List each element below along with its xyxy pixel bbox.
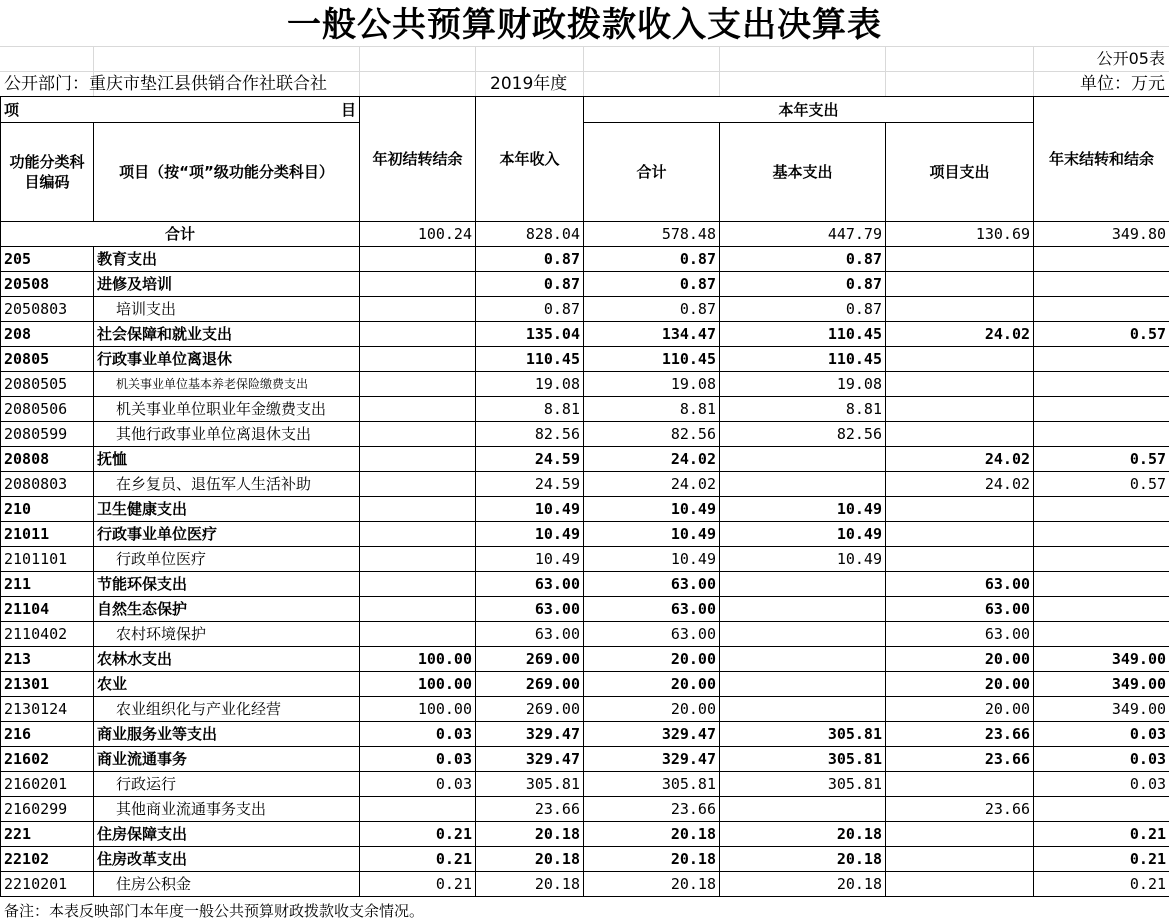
row-code: 20805 [1,347,94,372]
total-header: 合计 [584,123,720,222]
row-name: 自然生态保护 [94,597,360,622]
row-code: 2110402 [1,622,94,647]
row-project [886,397,1034,422]
row-name: 住房保障支出 [94,822,360,847]
row-total: 24.02 [584,447,720,472]
row-code: 2080599 [1,422,94,447]
row-total: 20.00 [584,672,720,697]
row-begin: 100.00 [360,672,476,697]
row-begin [360,422,476,447]
row-basic: 0.87 [720,272,886,297]
row-end [1034,572,1169,597]
row-basic [720,622,886,647]
row-name: 培训支出 [94,297,360,322]
row-code: 2080505 [1,372,94,397]
row-income: 10.49 [476,497,584,522]
row-total: 0.87 [584,297,720,322]
row-basic [720,447,886,472]
row-basic: 305.81 [720,722,886,747]
row-income: 269.00 [476,647,584,672]
row-code: 2080803 [1,472,94,497]
row-name: 商业服务业等支出 [94,722,360,747]
row-project [886,297,1034,322]
row-income: 269.00 [476,672,584,697]
row-name: 节能环保支出 [94,572,360,597]
row-name: 社会保障和就业支出 [94,322,360,347]
year-label: 2019年度 [490,74,568,94]
row-begin: 0.21 [360,822,476,847]
row-name: 农业组织化与产业化经营 [94,697,360,722]
row-basic: 305.81 [720,772,886,797]
row-end [1034,497,1169,522]
row-income: 63.00 [476,572,584,597]
total-end: 349.80 [1034,222,1169,247]
table-row [1,622,1169,647]
row-income: 19.08 [476,372,584,397]
begin-balance-header: 年初结转结余 [360,97,476,222]
row-end [1034,797,1169,822]
row-begin [360,497,476,522]
item-name-header: 项目（按“项”级功能分类科目） [94,123,360,222]
row-basic: 0.87 [720,247,886,272]
row-code: 2080506 [1,397,94,422]
row-income: 24.59 [476,447,584,472]
row-begin: 0.21 [360,872,476,897]
table-row [1,322,1169,347]
row-basic: 0.87 [720,297,886,322]
row-code: 205 [1,247,94,272]
row-code: 20808 [1,447,94,472]
row-total: 20.00 [584,697,720,722]
row-total: 305.81 [584,772,720,797]
row-income: 20.18 [476,872,584,897]
unit-label: 单位：万元 [1080,74,1165,94]
row-code: 221 [1,822,94,847]
row-total: 0.87 [584,247,720,272]
row-basic: 10.49 [720,522,886,547]
row-income: 63.00 [476,597,584,622]
table-row [1,772,1169,797]
row-begin [360,372,476,397]
table-row [1,647,1169,672]
row-project: 63.00 [886,597,1034,622]
row-total: 20.00 [584,647,720,672]
row-name: 行政运行 [94,772,360,797]
row-name: 住房改革支出 [94,847,360,872]
row-end: 0.57 [1034,322,1169,347]
row-income: 8.81 [476,397,584,422]
row-end: 0.03 [1034,747,1169,772]
row-income: 305.81 [476,772,584,797]
row-name: 商业流通事务 [94,747,360,772]
row-name: 教育支出 [94,247,360,272]
row-project: 20.00 [886,672,1034,697]
row-code: 210 [1,497,94,522]
row-income: 329.47 [476,722,584,747]
row-project [886,272,1034,297]
row-income: 269.00 [476,697,584,722]
total-basic: 447.79 [720,222,886,247]
table-row [1,347,1169,372]
row-end: 349.00 [1034,697,1169,722]
row-begin: 0.21 [360,847,476,872]
table-row [1,447,1169,472]
row-end [1034,247,1169,272]
row-begin [360,297,476,322]
row-end: 0.21 [1034,822,1169,847]
row-project: 23.66 [886,722,1034,747]
table-row [1,497,1169,522]
row-end: 0.57 [1034,472,1169,497]
row-end [1034,347,1169,372]
row-total: 63.00 [584,622,720,647]
row-total: 10.49 [584,497,720,522]
row-code: 213 [1,647,94,672]
row-basic: 20.18 [720,822,886,847]
row-begin [360,597,476,622]
row-total: 23.66 [584,797,720,822]
row-income: 63.00 [476,622,584,647]
item-header-right: 目 [340,100,356,119]
row-basic: 10.49 [720,497,886,522]
row-begin [360,622,476,647]
row-name: 农业 [94,672,360,697]
row-name: 机关事业单位基本养老保险缴费支出 [94,372,360,397]
row-project: 24.02 [886,322,1034,347]
row-income: 110.45 [476,347,584,372]
row-code: 21011 [1,522,94,547]
row-end [1034,597,1169,622]
row-end: 0.21 [1034,847,1169,872]
total-begin: 100.24 [360,222,476,247]
func-code-header: 功能分类科目编码 [1,123,94,222]
row-total: 329.47 [584,747,720,772]
row-name: 其他商业流通事务支出 [94,797,360,822]
row-project: 23.66 [886,797,1034,822]
row-begin [360,447,476,472]
row-end: 349.00 [1034,672,1169,697]
row-project [886,847,1034,872]
row-income: 329.47 [476,747,584,772]
row-project [886,872,1034,897]
row-project [886,497,1034,522]
row-name: 卫生健康支出 [94,497,360,522]
table-row [1,297,1169,322]
table-row [1,572,1169,597]
row-basic [720,697,886,722]
row-end [1034,272,1169,297]
basic-header: 基本支出 [720,123,886,222]
row-income: 0.87 [476,247,584,272]
row-end: 0.57 [1034,447,1169,472]
expense-group-header: 本年支出 [584,97,1034,123]
row-code: 20508 [1,272,94,297]
row-total: 63.00 [584,597,720,622]
row-project [886,247,1034,272]
row-end: 0.21 [1034,872,1169,897]
row-begin [360,347,476,372]
row-income: 10.49 [476,547,584,572]
row-code: 2160201 [1,772,94,797]
row-project: 63.00 [886,572,1034,597]
row-basic [720,647,886,672]
row-end [1034,522,1169,547]
row-income: 23.66 [476,797,584,822]
row-basic: 20.18 [720,847,886,872]
row-basic: 8.81 [720,397,886,422]
row-project [886,772,1034,797]
table-row [1,247,1169,272]
row-begin [360,322,476,347]
row-end [1034,297,1169,322]
total-total: 578.48 [584,222,720,247]
table-row [1,272,1169,297]
row-basic: 305.81 [720,747,886,772]
row-code: 2160299 [1,797,94,822]
table-row [1,372,1169,397]
row-total: 20.18 [584,847,720,872]
table-row [1,747,1169,772]
row-name: 其他行政事业单位离退休支出 [94,422,360,447]
income-header: 本年收入 [476,97,584,222]
table-row [1,822,1169,847]
table-row [1,872,1169,897]
table-row [1,472,1169,497]
page-title: 一般公共预算财政拨款收入支出决算表 [287,5,882,45]
row-income: 0.87 [476,272,584,297]
table-row [1,847,1169,872]
row-income: 82.56 [476,422,584,447]
total-income: 828.04 [476,222,584,247]
row-code: 21104 [1,597,94,622]
row-project: 24.02 [886,472,1034,497]
row-basic: 82.56 [720,422,886,447]
row-end: 349.00 [1034,647,1169,672]
table-row [1,397,1169,422]
row-total: 8.81 [584,397,720,422]
row-name: 行政事业单位离退休 [94,347,360,372]
row-income: 24.59 [476,472,584,497]
row-total: 19.08 [584,372,720,397]
row-project [886,522,1034,547]
footnote: 备注：本表反映部门本年度一般公共预算财政拨款收支余情况。 [4,902,425,920]
row-project [886,372,1034,397]
row-begin [360,522,476,547]
total-label: 合计 [1,222,360,247]
total-project: 130.69 [886,222,1034,247]
row-end [1034,547,1169,572]
end-balance-header: 年末结转和结余 [1034,97,1169,222]
row-begin [360,797,476,822]
row-begin: 100.00 [360,697,476,722]
row-code: 208 [1,322,94,347]
row-basic [720,672,886,697]
row-begin [360,547,476,572]
row-project: 23.66 [886,747,1034,772]
row-name: 住房公积金 [94,872,360,897]
row-code: 22102 [1,847,94,872]
table-row [1,597,1169,622]
row-total: 10.49 [584,522,720,547]
row-name: 在乡复员、退伍军人生活补助 [94,472,360,497]
department-label: 公开部门：重庆市垫江县供销合作社联合社 [4,74,327,94]
item-header [1,97,360,123]
row-begin: 0.03 [360,722,476,747]
table-row [1,697,1169,722]
row-code: 21602 [1,747,94,772]
row-end [1034,372,1169,397]
row-name: 进修及培训 [94,272,360,297]
row-name: 农林水支出 [94,647,360,672]
row-code: 2210201 [1,872,94,897]
row-begin: 0.03 [360,772,476,797]
row-basic: 110.45 [720,347,886,372]
row-project [886,547,1034,572]
table-row [1,722,1169,747]
row-project: 63.00 [886,622,1034,647]
budget-table [0,96,1169,897]
header-row-1 [1,97,1169,123]
row-income: 20.18 [476,847,584,872]
row-total: 329.47 [584,722,720,747]
table-row [1,672,1169,697]
row-begin: 0.03 [360,747,476,772]
row-basic [720,797,886,822]
row-project: 24.02 [886,447,1034,472]
row-total: 63.00 [584,572,720,597]
row-name: 机关事业单位职业年金缴费支出 [94,397,360,422]
row-income: 0.87 [476,297,584,322]
row-total: 24.02 [584,472,720,497]
row-total: 134.47 [584,322,720,347]
item-header-left: 项 [4,100,20,119]
form-code: 公开05表 [1096,49,1165,68]
row-begin [360,472,476,497]
row-begin: 100.00 [360,647,476,672]
row-basic: 10.49 [720,547,886,572]
row-project [886,422,1034,447]
row-project [886,822,1034,847]
row-name: 行政事业单位医疗 [94,522,360,547]
row-code: 21301 [1,672,94,697]
row-end [1034,397,1169,422]
row-total: 20.18 [584,822,720,847]
row-total: 82.56 [584,422,720,447]
table-row [1,522,1169,547]
row-begin [360,272,476,297]
table-row [1,797,1169,822]
row-basic: 20.18 [720,872,886,897]
row-basic: 19.08 [720,372,886,397]
row-total: 20.18 [584,872,720,897]
header-row-2 [1,123,1169,222]
row-name: 抚恤 [94,447,360,472]
row-income: 10.49 [476,522,584,547]
row-code: 2050803 [1,297,94,322]
row-income: 135.04 [476,322,584,347]
row-begin [360,247,476,272]
row-name: 农村环境保护 [94,622,360,647]
row-basic [720,572,886,597]
row-end [1034,622,1169,647]
row-code: 211 [1,572,94,597]
row-basic [720,597,886,622]
row-end: 0.03 [1034,722,1169,747]
row-basic: 110.45 [720,322,886,347]
row-basic [720,472,886,497]
row-total: 110.45 [584,347,720,372]
row-total: 10.49 [584,547,720,572]
row-name: 行政单位医疗 [94,547,360,572]
row-end: 0.03 [1034,772,1169,797]
table-row [1,422,1169,447]
row-code: 2130124 [1,697,94,722]
table-row [1,547,1169,572]
row-total: 0.87 [584,272,720,297]
row-begin [360,572,476,597]
row-project: 20.00 [886,647,1034,672]
row-project: 20.00 [886,697,1034,722]
row-begin [360,397,476,422]
row-end [1034,422,1169,447]
row-code: 216 [1,722,94,747]
row-code: 2101101 [1,547,94,572]
row-project [886,347,1034,372]
total-row [1,222,1169,247]
row-income: 20.18 [476,822,584,847]
project-header: 项目支出 [886,123,1034,222]
